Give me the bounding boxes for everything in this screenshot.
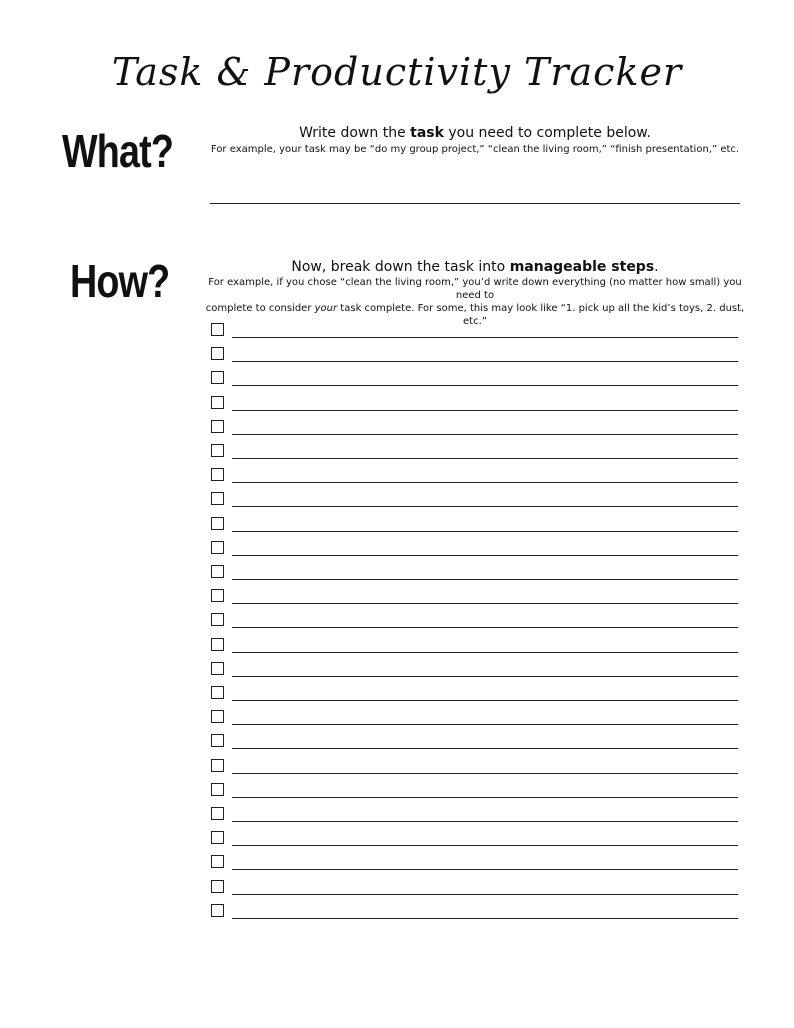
- step-input-line[interactable]: [232, 627, 738, 628]
- step-input-line[interactable]: [232, 821, 738, 822]
- what-lead-text-end: you need to complete below.: [443, 125, 651, 141]
- step-checkbox[interactable]: [211, 396, 224, 409]
- step-checkbox[interactable]: [211, 855, 224, 868]
- step-checkbox[interactable]: [211, 759, 224, 772]
- step-checkbox[interactable]: [211, 371, 224, 384]
- step-row: [211, 830, 738, 846]
- step-row: [211, 516, 738, 532]
- what-heading: What?: [62, 125, 174, 177]
- step-checkbox[interactable]: [211, 492, 224, 505]
- step-checkbox[interactable]: [211, 565, 224, 578]
- step-checkbox[interactable]: [211, 904, 224, 917]
- step-input-line[interactable]: [232, 410, 738, 411]
- how-example: [200, 276, 750, 328]
- step-row: [211, 370, 738, 386]
- step-row: [211, 467, 738, 483]
- step-input-line[interactable]: [232, 894, 738, 895]
- step-row: [211, 782, 738, 798]
- step-row: [211, 758, 738, 774]
- step-input-line[interactable]: [232, 555, 738, 556]
- step-row: [211, 733, 738, 749]
- step-checkbox[interactable]: [211, 323, 224, 336]
- step-checkbox[interactable]: [211, 710, 224, 723]
- step-row: [211, 395, 738, 411]
- step-row: [211, 806, 738, 822]
- step-checkbox[interactable]: [211, 807, 224, 820]
- step-checkbox[interactable]: [211, 517, 224, 530]
- step-row: [211, 346, 738, 362]
- step-input-line[interactable]: [232, 361, 738, 362]
- step-input-line[interactable]: [232, 458, 738, 459]
- step-checkbox[interactable]: [211, 686, 224, 699]
- step-row: [211, 588, 738, 604]
- how-lead-text-end: .: [654, 259, 659, 275]
- step-input-line[interactable]: [232, 434, 738, 435]
- step-input-line[interactable]: [232, 385, 738, 386]
- step-checkbox[interactable]: [211, 734, 224, 747]
- step-input-line[interactable]: [232, 748, 738, 749]
- what-lead-text: Write down the: [299, 125, 411, 141]
- step-checkbox[interactable]: [211, 468, 224, 481]
- how-example-italic: your: [314, 303, 338, 314]
- step-checkbox[interactable]: [211, 783, 224, 796]
- step-input-line[interactable]: [232, 869, 738, 870]
- step-input-line[interactable]: [232, 676, 738, 677]
- step-input-line[interactable]: [232, 603, 738, 604]
- how-example-text: complete to consider: [205, 303, 315, 314]
- step-row: [211, 879, 738, 895]
- step-checkbox[interactable]: [211, 831, 224, 844]
- step-checkbox[interactable]: [211, 662, 224, 675]
- step-row: [211, 419, 738, 435]
- step-input-line[interactable]: [232, 845, 738, 846]
- step-checkbox[interactable]: [211, 589, 224, 602]
- how-example-line-1: For example, if you chose “clean the living room,” you’d write down everything (no matter how small) you need to: [208, 277, 742, 301]
- step-row: [211, 709, 738, 725]
- how-instruction: [210, 259, 740, 275]
- step-row: [211, 854, 738, 870]
- step-row: [211, 491, 738, 507]
- how-lead-bold: manageable steps: [509, 259, 655, 275]
- step-row: [211, 903, 738, 919]
- step-input-line[interactable]: [232, 482, 738, 483]
- step-row: [211, 322, 738, 338]
- step-input-line[interactable]: [232, 918, 738, 919]
- step-input-line[interactable]: [232, 700, 738, 701]
- step-input-line[interactable]: [232, 579, 738, 580]
- step-checkbox[interactable]: [211, 420, 224, 433]
- how-example-text-end: task complete. For some, this may look like “1. pick up all the kid’s toys, 2. dust, etc.”: [337, 303, 745, 327]
- step-row: [211, 540, 738, 556]
- what-instruction: [210, 125, 740, 141]
- step-checkbox[interactable]: [211, 541, 224, 554]
- step-checkbox[interactable]: [211, 638, 224, 651]
- step-row: [211, 443, 738, 459]
- task-answer-line[interactable]: [210, 203, 740, 204]
- page-title: Task & Productivity Tracker: [111, 50, 683, 94]
- how-heading: How?: [70, 255, 170, 307]
- step-row: [211, 637, 738, 653]
- step-row: [211, 612, 738, 628]
- step-row: [211, 661, 738, 677]
- what-example: For example, your task may be “do my group project,” “clean the living room,” “finish presentation,” etc.: [210, 144, 740, 155]
- step-input-line[interactable]: [232, 652, 738, 653]
- step-input-line[interactable]: [232, 797, 738, 798]
- how-lead-text: Now, break down the task into: [291, 259, 510, 275]
- step-input-line[interactable]: [232, 506, 738, 507]
- step-input-line[interactable]: [232, 337, 738, 338]
- step-input-line[interactable]: [232, 531, 738, 532]
- step-input-line[interactable]: [232, 773, 738, 774]
- step-checkbox[interactable]: [211, 444, 224, 457]
- step-checkbox[interactable]: [211, 880, 224, 893]
- step-checkbox[interactable]: [211, 613, 224, 626]
- what-lead-bold: task: [410, 125, 444, 141]
- step-row: [211, 564, 738, 580]
- step-row: [211, 685, 738, 701]
- step-input-line[interactable]: [232, 724, 738, 725]
- step-checkbox[interactable]: [211, 347, 224, 360]
